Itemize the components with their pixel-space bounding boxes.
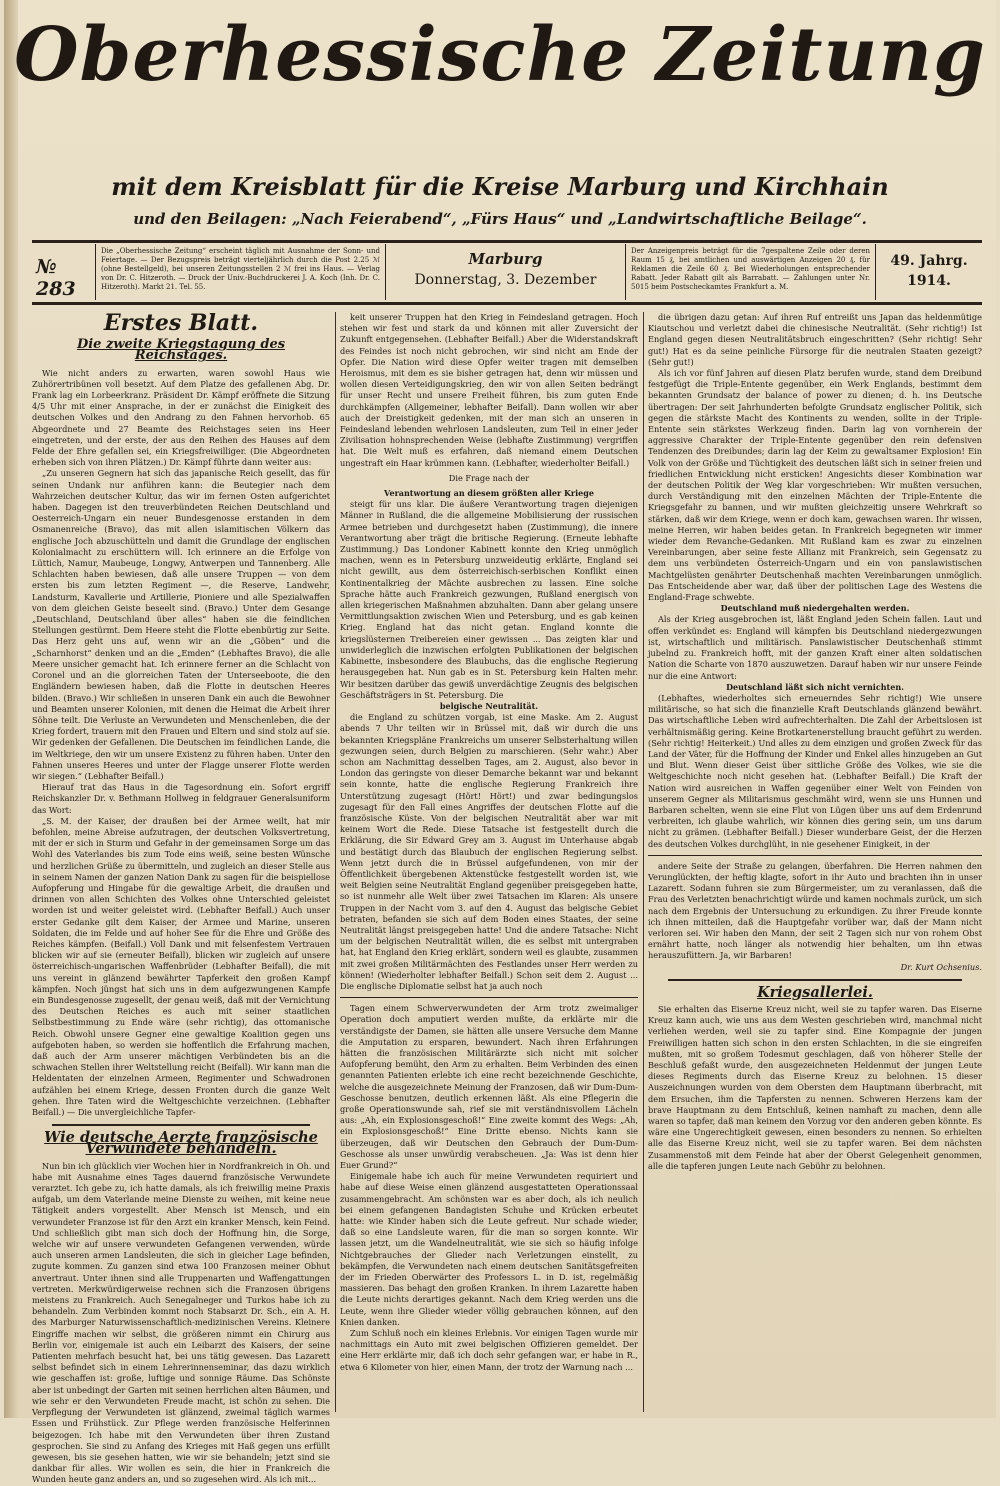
issue-number: № 283 [32,244,96,300]
article-divider [52,1124,310,1126]
article-paragraph: Die Frage nach der [448,472,530,483]
newspaper-page [4,0,996,1485]
column-separator [643,312,644,1412]
article-paragraph: steigt für uns klar. Die äußere Verantwortung tragen diejenigen Männer in Rußland, die die allgemeine Mobilisierung der russischen Armee betrieben und durchgesetzt haben (Zustimmung), die innere Verantwortung aber trägt die britische Regierung. (Erneute lebhafte Zustimmung.) Das Londoner Kabinett konnte den Krieg unmöglich machen, wenn es in Petersburg unzweideutig erklärte, England sei nicht gewillt, aus dem österreichisch-serbischen Konflikt einen Kontinentalkrieg der Mächte ausbrechen zu lassen. Eine solche Sprache hätte auch Frankreich gezwungen, Rußland energisch von allen kriegerischen Maßnahmen abzuhalten. Dann aber gelang unsere Vermittlungsaktion zwischen Wien und Petersburg, und es gab keinen Krieg. England hat das nicht getan. England konnte die kriegslüsternen Treibereien einer gewissen ... Das zeigten klar und unwiderleglich die inzwischen erfolgten Publikationen der belgischen Kabinette, insbesondere des Blaubuchs, das die englische Regierung herausgegeben hat. Nun gab es in St. Petersburg kein Halten mehr. Wir besitzen darüber das gewiß unverdächtige Zeugnis des belgischen Geschäftsträgers in St. Petersburg. Die [340,499,638,700]
dateline-date: Donnerstag, 3. Dezember [414,272,597,288]
article-headline-2: Wie deutsche Aerzte französische Verwundete behandeln. [44,1129,318,1158]
article-paragraph: keit unserer Truppen hat den Krieg in Feindesland getragen. Hoch stehen wir fest und stark da und können mit aller Zuversicht der Zukunft entgegensehen. (Lebhafter Beifall.) Aber die Widerstandskraft des Feindes ist noch nicht gebrochen, wir sind nicht am Ende der Opfer. Die Nation wird diese Opfer weiter tragen mit demselben Heroismus, mit dem es sie bisher getragen hat, denn wir müssen und wollen diesen Verteidigungskrieg, den wir von allen Seiten bedrängt für unser Recht und unsere Freiheit führen, bis zum guten Ende durchkämpfen (Allgemeiner, lebhafter Beifall). Dann wollen wir aber auch der Dreistigkeit gedenken, mit der man sich an unseren in Feindesland lebenden wehrlosen Landsleuten, zum Teil in einer jeder Zivilisation hohnsprechenden Weise (lebhafte Zustimmung) vergriffen hat. Die Welt muß es erfahren, daß niemand einem Deutschen ungestraft ein Haar krümmen kann. (Lebhafter, wiederholter Beifall.) [340,312,638,468]
column-separator [335,312,336,1412]
publisher-note: Die „Oberhessische Zeitung“ erscheint täglich mit Ausnahme der Sonn- und Feiertage. — Der Bezugspreis beträgt vierteljährlich durch die Post 2.25 ℳ (ohne Bestellgeld), bei unseren Zeitungsstellen 2 ℳ frei ins Haus. — Verlag von Dr. C. Hitzeroth. — Druck der Univ.-Buchdruckerei J. A. Koch (Inh. Dr. C. Hitzeroth). Markt 21. Tel. 55. [96,244,386,300]
article-paragraph: Tagen einem Schwerverwundeten der Arm trotz zweimaliger Operation doch amputiert werden mußte, da erklärte mir die verständigste der Damen, sie hätten alle unsere Versuche dem Manne die Amputation zu ersparen, bewundert. Nach ihren Erfahrungen hätten die französischen Militärärzte sich nicht mit solcher Aufopferung bemüht, den Arm zu erhalten. Beim Verbinden des einen genannten Patienten erlebte ich eine recht bezeichnende Geschichte, welche die ausgezeichnete Meinung der Franzosen, daß wir Dum-Dum-Geschosse benutzen, deutlich erkennen läßt. Als eine Pflegerin die große Operationswunde sah, rief sie mit verständnisvollem Lächeln aus: „Ah, ein Explosionsgeschoß!“ Eine zweite kommt des Wegs: „Ah, ein Explosionsgeschoß!“ Eine Dritte ebenso. Nichts kann sie überzeugen, daß wir Deutschen den Gebrauch der Dum-Dum-Geschosse als unser unwürdig verabscheuen. „Ja: Was ist denn hier Euer Grund?“ [340,1003,638,1171]
masthead-supplements: und den Beilagen: „Nach Feierabend“, „Fürs Haus“ und „Landwirtschaftliche Beilage“. [133,210,867,228]
masthead-subtitle: mit dem Kreisblatt für die Kreise Marburg und Kirchhain [111,172,889,201]
article-divider [668,979,962,981]
article-headline-3: Kriegsallerlei. [757,983,873,1001]
info-bar [32,244,982,300]
dateline [386,244,626,300]
article-paragraph: Wie nicht anders zu erwarten, waren sowohl Haus wie Zuhörertribünen voll besetzt. Auf dem Platze des gefallenen Abg. Dr. Frank lag ein Lorbeerkranz. Präsident Dr. Kämpf eröffnete die Sitzung 4/5 Uhr mit einer Ansprache, in der er zunächst die Einigkeit des deutschen Volkes und den Andrang zu den Fahnen hervorhob. 65 Abgeordnete und 27 Beamte des Reichstages seien ins Heer eingetreten, und der erste, der aus den Reihen des Hauses auf dem Felde der Ehre gefallen sei, ein Kriegsfreiwilliger. (Die Abgeordneten erheben sich von ihren Plätzen.) Dr. Kämpf führte dann weiter aus: [32,367,330,468]
article-subheading: belgische Neutralität. [439,700,539,711]
article-paragraph: die übrigen dazu getan: Auf ihren Ruf entreißt uns Japan das heldenmütige Kiautschou und verletzt dabei die chinesische Neutralität. (Sehr richtig!) Ist England gegen diesen Neutralitätsbruch eingeschritten? (Sehr richtig! Sehr gut!) Hat es da seine peinliche Fürsorge für die neutralen Staaten gezeigt? (Sehr gut!) [648,312,982,367]
article-paragraph: „Zu unseren Gegnern hat sich das japanische Reich gesellt, das für seinen Undank nur anführen kann: die Beutegier nach dem Wahrzeichen deutscher Kultur, das wir im fernen Osten aufgerichtet haben. Dagegen ist den treuverbündeten Reichen Deutschland und Oesterreich-Ungarn ein neuer Bundesgenosse erstanden in dem Osmanenreiche (Bravo), das mit allen islamitischen Völkern das englische Joch abzuschütteln und damit die Grundlage der englischen Kolonialmacht zu erschüttern will. Ich erinnere an die Erfolge von Lüttich, Namur, Maubeuge, Longwy, Antwerpen und Tannenberg. Alle Schlachten haben bewiesen, daß alle unsere Truppen — von dem ersten bis zum letzten Regiment —, die Reserve, Landwehr, Landsturm, Kavallerie und Artillerie, Pioniere und alle Spezialwaffen von dem gleichen Geiste beseelt sind. (Bravo.) Unter dem Gesange „Deutschland, Deutschland über alles“ haben sie die feindlichen Stellungen gestürmt. Dem Heere steht die Flotte ebenbürtig zur Seite. Das Herz geht uns auf, wenn wir an die „Göben“ und die „Scharnhorst“ denken und an die „Emden“ (Lebhaftes Bravo), die alle Meere unsicher gemacht hat. Ich erinnere ferner an die Schlacht von Coronel und an die glorreichen Taten der Unterseeboote, die den Engländern bewiesen haben, daß die Flotte in deutschen Heeres bilden. (Bravo.) Wir schließen in unseren Dank ein auch die Bewohner und Beamten unserer Kolonien, mit denen die Heimat die Arbeit ihrer Söhne teilt. Die Verluste an Verwundeten und Menschenleben, die der Krieg fordert, trauern mit den Frauen und Eltern und sind stolz auf sie. Wir gedenken der Gefallenen. Die Deutschen im feindlichen Lande, die im Weltkriege, den wir um unsere Existenz zu führen haben. Unter den Fahnen unseres Heeres und unter der Flagge unserer Flotte werden wir siegen.“ (Lebhafter Beifall.) [32,468,330,781]
volume: 49. Jahrg. [890,253,968,269]
article-headline: Die zweite Kriegstagung des Reichstages. [76,337,286,364]
article-author: Dr. Kurt Ochsenius. [900,961,982,972]
article-divider [648,855,982,856]
section-title: Erstes Blatt. [103,310,259,336]
article-paragraph: Als der Krieg ausgebrochen ist, läßt England jeden Schein fallen. Laut und offen verkündet es: England will kämpfen bis Deutschland niedergezwungen ist, wirtschaftlich und militärisch. Panslawistischer Deutschenhaß stimmt jubelnd zu. Frankreich hofft, mit der ganzen Kraft einer alten soldatischen Nation die Scharte von 1870 auszuwetzen. Darauf haben wir nur unsere Feinde nur die eine Antwort: [648,614,982,681]
info-bar-bottom-rule [32,302,982,305]
article-subheading: Deutschland läßt sich nicht vernichten. [726,681,904,692]
article-paragraph: Sie erhalten das Eiserne Kreuz nicht, weil sie zu tapfer waren. Das Eiserne Kreuz kann auch, wie uns aus dem Westen geschrieben wird, manchmal nicht verliehen werden, weil sie zu tapfer sind. Eine Kompagnie der jungen Freiwilligen hatten sich schon in den ersten Schlachten, in die sie eingreifen mußten, mit so großem Todesmut geschlagen, daß von höherer Stelle der Beschluß gefaßt wurde, den ausgezeichneten Heldenmut der jungen Leute dieses Regiments durch das Eiserne Kreuz zu belohnen. 15 dieser Auszeichnungen wurden von dem Obersten dem Hauptmann überbracht, mit dem Ersuchen, ihm die Tapfersten zu nennen. Schweren Herzens kam der brave Hauptmann zu dem Entschluß, keinen namhaft zu machen, denn alle waren so tapfer, daß man keinem den Vorzug vor den anderen geben könnte. Es wäre eine Ungerechtigkeit gewesen, einen besonders zu nennen. So erhielten alle das Eiserne Kreuz nicht, weil sie zu tapfer waren. Bei dem nächsten Zusammenstoß mit dem Feinde hat aber der Oberst Gelegenheit genommen, alle die tapferen jungen Leute nach Gebühr zu belohnen. [648,1003,982,1171]
article-subheading: Verantwortung an diesem größten aller Kriege [384,488,594,499]
article-paragraph: andere Seite der Straße zu gelangen, überfahren. Die Herren nahmen den Verunglückten, der heftig klagte, sofort in ihr Auto und brachten ihn in unser Lazarett. Sodann fuhren sie zum Bürgermeister, um zu veranlassen, daß die Frau des Verletzten benachrichtigt würde und kamen nochmals zurück, um sich nach dem Ergebnis der Untersuchung zu erkundigen. Zu ihrer Freude konnte ich ihnen mitteilen, daß die Hauptgefahr vorüber war, daß der Mann nicht verloren sei. Wir haben den Mann, der seit 2 Tagen sich nur von rohem Obst ernährt hatte, noch länger als notwendig hier behalten, um ihn etwas herauszufüttern. Ja, wir Barbaren! [648,860,982,961]
article-paragraph: die England zu schützen vorgab, ist eine Maske. Am 2. August abends 7 Uhr teilten wir in Brüssel mit, daß wir durch die uns bekannten Kriegspläne Frankreichs um unserer Selbsterhaltung willen gezwungen seien, durch Belgien zu marschieren. (Sehr wahr.) Aber schon am Nachmittag desselben Tages, am 2. August, also bevor in London das geringste von dieser Demarche bekannt war und bekannt sein konnte, hatte die englische Regierung Frankreich ihre Unterstützung zugesagt (Hört! Hört!) und zwar bedingungslos zugesagt für den Fall eines Angriffes der deutschen Flotte auf die französische Küste. Von der belgischen Neutralität aber war mit keinem Wort die Rede. Diese Tatsache ist festgestellt durch die Erklärung, die Sir Edward Grey am 3. August im Unterhause abgab und bestätigt durch das Blaubuch der englischen Regierung selbst. Wenn jetzt durch die in Brüssel aufgefundenen, von mir der Öffentlichkeit übergebenen Aktenstücke festgestellt worden ist, wie weit Belgien seine Neutralität England gegenüber preisgegeben hatte, so ist nunmehr alle Welt über zwei Tatsachen im Klaren: Als unsere Truppen in der Nacht vom 3. auf den 4. August das belgische Gebiet betraten, befanden sie sich auf dem Boden eines Staates, der seine Neutralität längst preisgegeben hatte! Und die andere Tatsache: Nicht um der belgischen Neutralität willen, die es selbst mit untergraben hat, hat England den Krieg erklärt, sondern weil es glaubte, zusammen mit zwei großen Militärmächten des Festlandes unser Herr werden zu können! (Wiederholter lebhafter Beifall.) Schon seit dem 2. August ... Die englische Diplomatie selbst hat ja auch noch [340,712,638,991]
article-paragraph: Hierauf trat das Haus in die Tagesordnung ein. Sofort ergriff Reichskanzler Dr. v. Bethmann Hollweg in feldgrauer Generalsuniform das Wort: [32,782,330,815]
ad-price-note: Der Anzeigenpreis beträgt für die 7gespaltene Zeile oder deren Raum 15 ₰, bei amtlichen und auswärtigen Anzeigen 20 ₰, für Reklamen die Zeile 60 ₰. Bei Wiederholungen entsprechender Rabatt. Jeder Rabatt gilt als Barrabatt. — Zahlungen unter Nr. 5015 beim Postscheckamtes Frankfurt a. M. [626,244,876,300]
article-paragraph: Zum Schluß noch ein kleines Erlebnis. Vor einigen Tagen wurde mir nachmittags ein Auto mit zwei belgischen Offizieren gemeldet. Der eine Herr erklärte mir, daß ich doch sehr gefangen war, er habe in R., etwa 6 Kilometer von hier, einen Mann, der trotz der Warnung nach ... [340,1328,638,1372]
masthead-title: Oberhessische Zeitung [14,12,986,98]
article-paragraph: „S. M. der Kaiser, der draußen bei der Armee weilt, hat mir befohlen, meine Abreise aufzutragen, der deutschen Volksvertretung, mit der er sich in Sturm und Gefahr in der gemeinsamen Sorge um das Wohl des Vaterlandes bis zum Tode eins weiß, seine besten Wünsche und herzlichen Grüße zu übermitteln, und zugleich an dieser Stelle aus in seinem Namen der ganzen Nation Dank zu sagen für die beispiellose Aufopferung und Hingabe für die gewaltige Arbeit, die draußen und drinnen von allen Schichten des Volkes ohne Unterschied geleistet worden ist und weiter geleistet wird. (Lebhafter Beifall.) Auch unser erster Gedanke gilt dem Kaiser, der Armee und Marine, unseren Soldaten, die im Felde und auf hoher See für die Ehre und Größe des Reiches kämpfen. (Beifall.) Voll Dank und mit felsenfestem Vertrauen blicken wir auf sie (erneuter Beifall), blicken wir zugleich auf unsere österreichisch-ungarischen Waffenbrüder (Lebhafter Beifall), die mit uns vereint in glänzend bewährter Tapferkeit den großen Kampf kämpfen. Noch jüngst hat sich uns in dem aufgezwungenen Kampfe ein Bundesgenosse zugesellt, der genau weiß, daß mit der Vernichtung des Deutschen Reiches es auch mit seiner staatlichen Selbstbestimmung zu Ende wäre (sehr richtig), das ottomanische Reich. Obwohl unsere Gegner eine gewaltige Koalition gegen uns aufgeboten haben, so werden sie hoffentlich die Erfahrung machen, daß auch der Arm unserer mächtigen Verbündeten bis an die schwachen Stellen ihrer Weltstellung reicht (Beifall). Wir kann man die Heldentaten der einzelnen Armeen, Regimenter und Schwadronen aufzählen bei einem Kriege, dessen Fronten durch die ganze Welt gehen. Ihre Taten wird die Weltgeschichte verzeichnen. (Lebhafter Beifall.) — Die unvergleichliche Tapfer- [32,815,330,1118]
article-divider [340,997,638,998]
year: 1914. [907,273,951,289]
article-paragraph: Einigemale habe ich auch für meine Verwundeten requiriert und habe auf diese Weise einen glänzend ausgestatteten Operationssaal zusammengebracht. Am schönsten war es aber doch, als ich neulich bei einem gefangenen Bandagisten Schuhe und Krücken erbeutet hatte: wie Kinder haben sich die Leute gefreut. Nur schade wieder, daß so eine Landsleute waren, für die man so sorgen konnte. Wir lassen jetzt, um die Wandelneutralität, wie sie sich so häufig infolge Nichtgebrauches der Glieder nach Verletzungen einstellt, zu bekämpfen, die Verwundeten nach einem deutschen Sanitätsgefreiten der im Frieden Oberwärter des Professors L. in D. ist, regelmäßig massieren. Das behagt den großen Kranken. In ihrem Lazarette haben die Leute nichts derartiges gekannt. Nach dem Krieg werden uns die Leute, wenn ihre Glieder wieder völlig gebrauchen können, auf den Knien danken. [340,1171,638,1327]
article-paragraph: Nun bin ich glücklich vier Wochen hier in Nordfrankreich in Oh. und habe mit Ausnahme eines Tages dauernd französische Verwundete verarztet. Ich gebe zu, ich hatte damals, als ich freiwillig meine Praxis aufgab, um dem Vaterlande meine Dienste zu weihen, mit keine neue Tätigkeit anders vorgestellt. Aber Mensch ist Mensch, und ein verwundeter Franzose ist für den Arzt ein kranker Mensch, kein Feind. Und schließlich gibt man sich doch der Hoffnung hin, die Sorge, welche wir auf unsere verwundeten Gefangenen verwenden, würde auch unseren armen Landsleuten, die sich in gleicher Lage befinden, zugute kommen. Zu ganzen sind etwa 100 Franzosen meiner Obhut anvertraut. Unter ihnen sind alle Truppenarten und Waffengattungen vertreten. Merkwürdigerweise rechnen sich die Franzosen übrigens meistens zu Frankreich. Auch Senegalneger und Turkos habe ich zu behandeln. Zum Verbinden kommt noch Stabsarzt Dr. Sch., ein A. H. des Marburger Naturwissenschaftlich-medizinischen Vereins. Kleinere Eingriffe machen wir selbst, die größeren nimmt ein Chirurg aus Berlin vor, einigemale ist auch ein Leibarzt des Kaisers, der seine Patienten mehrfach besucht hat, bei uns tätig gewesen. Das Lazarett selbst befindet sich in einem Lehrerinnenseminar, das dazu wirklich wie geschaffen ist: große, luftige und sonnige Räume. Das Schönste aber ist unbedingt der Garten mit seinen herrlichen alten Bäumen, und wie sehr er den Verwundeten Freude macht, ist schön zu sehen. Die Verpflegung der Verwundeten ist glänzend, zweimal täglich warmes Essen und Frühstück. Zur Pflege werden französische Helferinnen beigezogen. Ich habe mit den Verwundeten über ihren Zustand gesprochen. Sie sind zu Anfang des Krieges mit Haß gegen uns erfüllt gewesen, bis sie gesehen hatten, wie wir sie behandeln; jetzt sind sie dankbar für alles. Wir wollen es sein, die hier in Frankreich die Wunden heute ganz anders an, und so zugesehen wird. Als ich mit... [32,1160,330,1485]
volume-year [876,244,982,300]
article-paragraph: (Lebhaftes, wiederholtes sich erneuerndes Sehr richtig!) Wie unsere militärische, so hat sich die finanzielle Kraft Deutschlands glänzend bewährt. Das wirtschaftliche Leben wird aufrechterhalten. Die Zahl der Arbeitslosen ist verhältnismäßig gering. Keine Brotkartenerstellung braucht geführt zu werden. (Sehr richtig! Heiterkeit.) Und alles zu dem einzigen und großen Zweck für das Land der Väter, für die Hoffnung der Kinder und Enkel alles hinzugeben an Gut und Blut. Wenn dieser Geist über sittliche Größe des Volkes, wie sie die Weltgeschichte noch nicht gesehen hat. (Lebhafter Beifall.) Die Kraft der Nation wird ausreichen in Waffen gegenüber einer Welt von Feinden von unserem Gegner als Militarismus geschmäht wird, wenn sie uns Hunnen und Barbaren schelten, wenn sie eine Flut von Lügen über uns auf dem Erdenrund verbreiten, ich glaube wahrlich, wir können dies gering sein, um uns darum nicht zu grämen. (Lebhafter Beifall.) Dieser wunderbare Geist, der die Herzen des deutschen Volkes durchglüht, in nie gesehener Einigkeit, in der [648,692,982,849]
article-subheading: Deutschland muß niedergehalten werden. [720,603,910,614]
top-rule [32,240,982,243]
column-3 [648,312,982,1412]
article-paragraph: Als ich vor fünf Jahren auf diesen Platz berufen wurde, stand dem Dreibund festgefügt die Triple-Entente gegenüber, ein Werk Englands, bestimmt dem bekannten Grundsatz der balance of power zu dienen; d. h. ins Deutsche übertragen: Der seit Jahrhunderten befolgte Grundsatz englischer Politik, sich gegen die stärkste Macht des Kontinents zu wenden, sollte in der Triple-Entente sein stärkstes Werkzeug finden. Darin lag von vornherein der aggressive Charakter der Triple-Entente gegenüber den rein defensiven Tendenzen des Dreibundes; darin lag der Keim zu gewaltsamer Explosion! Ein Volk von der Größe und Tüchtigkeit des deutschen läßt sich in seiner freien und friedlichen Entwicklung nicht ersticken! Angesichts dieser Kombination war der deutschen Politik der Weg klar vorgeschrieben: Wir mußten versuchen, durch Verständigung mit den einzelnen Mächten der Triple-Entente die Kriegsgefahr zu bannen, und wir mußten gleichzeitig unsere Wehrkraft so stärken, daß wir dem Kriege, wenn er doch kam, gewachsen waren. Ihr wissen, meine Herren, wir haben beides getan. In Frankreich begegneten wir immer wieder dem Revanche-Gedanken. Mit Rußland kam es zwar zu einzelnen Vereinbarungen, aber seine feste Allianz mit Frankreich, sein Gegensatz zu dem uns verbündeten Österreich-Ungarn und ein von panslawistischen Machtgelüsten genährter Deutschenhaß machten Vereinbarungen unmöglich. Das Entscheidende aber war, daß über der politischen Lage des Westens die England-Frage schwebte. [648,368,982,603]
dateline-city: Marburg [468,250,543,268]
column-2 [340,312,638,1412]
column-1 [32,310,330,1485]
